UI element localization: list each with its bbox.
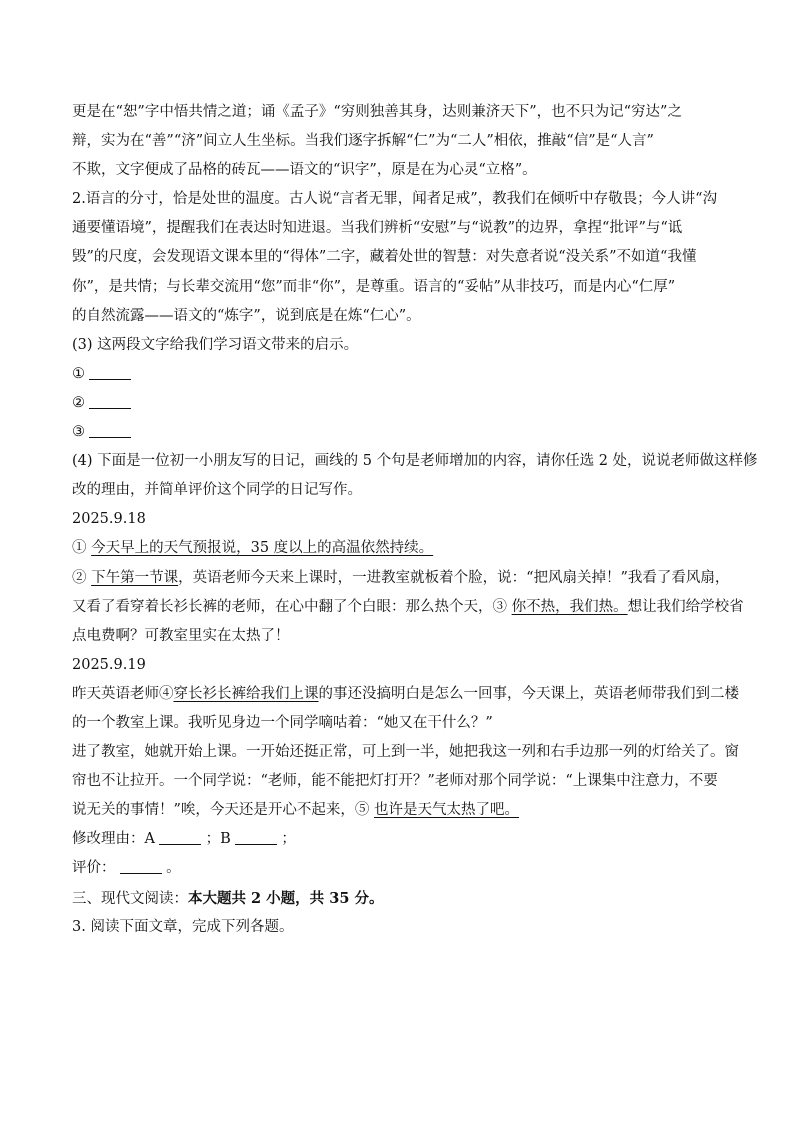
diary1-sentence1 [72,534,724,563]
diary1-para-line1 [72,564,730,593]
passage2-line4: 你”，是共情；与长辈交流用“您”而非“你”，是尊重。语言的“妥帖”从非技巧，而是内心“仁厚” [72,278,676,295]
answer-marker-2: ② [72,394,85,411]
answer-marker-1: ① [72,365,85,382]
evaluation-blank[interactable] [120,859,162,874]
document-page [72,98,758,942]
evaluation-label: 评价： [72,860,116,877]
evaluation-end: 。 [166,860,181,877]
answer-marker-3: ③ [72,424,85,441]
answer-line-1 [72,360,724,389]
question-3-instruction: 3. 阅读下面文章，完成下列各题。 [72,918,294,935]
sentence2-marker: ② [72,569,87,586]
passage1-line2: 辩，实为在“善”“济”间立人生坐标。当我们逐字拆解“仁”为“二人”相依，推敲“信”是“人言” [72,133,654,150]
reason-end: ； [281,831,296,848]
reason-blank-a[interactable] [159,830,201,845]
underlined-sentence-5: 也许是天气太热了吧。 [374,802,520,819]
passage2-line1: 2.语言的分寸，恰是处世的温度。古人说“言者无罪，闻者足戒”，教我们在倾听中存敬畏；今人讲“沟 [72,191,718,208]
diary1-para-line2-end: 想让我们给学校省 [627,598,744,615]
diary2-line4: 帘也不让拉开。一个同学说：“老师，能不能把灯打开？”老师对那个同学说：“上课集中注意力，不要 [72,773,718,790]
question4-line1: (4) 下面是一位初一小朋友写的日记，画线的 5 个句是老师增加的内容，请你任选 2 处，说说老师做这样修 [72,453,758,470]
underlined-sentence-4: 穿长衫长裤给我们上课 [173,685,319,702]
passage2-line5: 的自然流露——语文的“炼字”，说到底是在炼“仁心”。 [72,307,421,324]
diary2-line3: 进了教室，她就开始上课。一开始还挺正常，可上到一半，她把我这一列和右手边那一列的灯给关了。窗 [72,744,739,761]
diary2-line2: 的一个教室上课。我听见身边一个同学嘀咕着：“她又在干什么？” [72,714,493,731]
answer-line-2 [72,389,724,418]
underlined-sentence-3: 你不热，我们热。 [511,598,628,615]
diary2-line5-start: 说无关的事情！”唉，今天还是开心不起来，⑤ [72,802,370,819]
diary2-date: 2025.9.19 [72,656,146,673]
revision-reason-line [72,825,724,854]
diary1-date: 2025.9.18 [72,511,146,528]
passage2-line2: 通要懂语境”，提醒我们在表达时知进退。当我们辨析“安慰”与“说教”的边界，拿捏“批评”与“诋 [72,220,683,237]
evaluation-line [72,854,724,883]
sentence1-marker: ① [72,540,87,557]
passage2-line3: 毁”的尺度，会发现语文课本里的“得体”二字，藏着处世的智慧：对失意者说“没关系”不如道“我懂 [72,249,697,266]
answer-blank-3[interactable] [89,423,131,438]
diary2-line5 [72,796,724,825]
section3-score-info: 本大题共 2 小题，共 35 分。 [188,889,384,907]
reason-label: 修改理由：A [72,831,155,848]
underlined-sentence-1: 今天早上的天气预报说，35 度以上的高温依然持续。 [91,540,434,557]
question3-prompt: (3) 这两段文字给我们学习语文带来的启示。 [72,336,359,353]
passage1-line3: 不欺，文字便成了品格的砖瓦——语文的“识字”，原是在为心灵“立格”。 [72,162,537,179]
answer-blank-1[interactable] [89,365,131,380]
answer-line-3 [72,418,724,447]
diary1-para-line2 [72,593,744,622]
reason-blank-b[interactable] [235,830,277,845]
diary1-para-line3: 点电费啊？可教室里实在太热了！ [72,627,290,644]
section3-title: 三、现代文阅读： [72,890,188,907]
underlined-sentence-2: 下午第一节课 [91,569,179,586]
diary2-line1-end: 的事还没搞明白是怎么一回事，今天课上，英语老师带我们到二楼 [318,685,739,702]
diary2-line1-start: 昨天英语老师④ [72,685,174,702]
answer-blank-2[interactable] [89,394,131,409]
diary2-line1 [72,680,739,709]
passage1-line1: 更是在“恕”字中悟共情之道；诵《孟子》“穷则独善其身，达则兼济天下”，也不只为记“穷达”之 [72,104,682,120]
reason-mid: ；B [205,831,231,848]
diary1-para-line2-text: 又看了看穿着长衫长裤的老师，在心中翻了个白眼：那么热个天，③ [72,598,507,615]
section3-heading [72,884,724,913]
diary1-para-text: ，英语老师今天来上课时，一进教室就板着个脸，说：“把风扇关掉！”我看了看风扇， [178,569,730,586]
question4-line2: 改的理由，并简单评价这个同学的日记写作。 [72,482,362,499]
